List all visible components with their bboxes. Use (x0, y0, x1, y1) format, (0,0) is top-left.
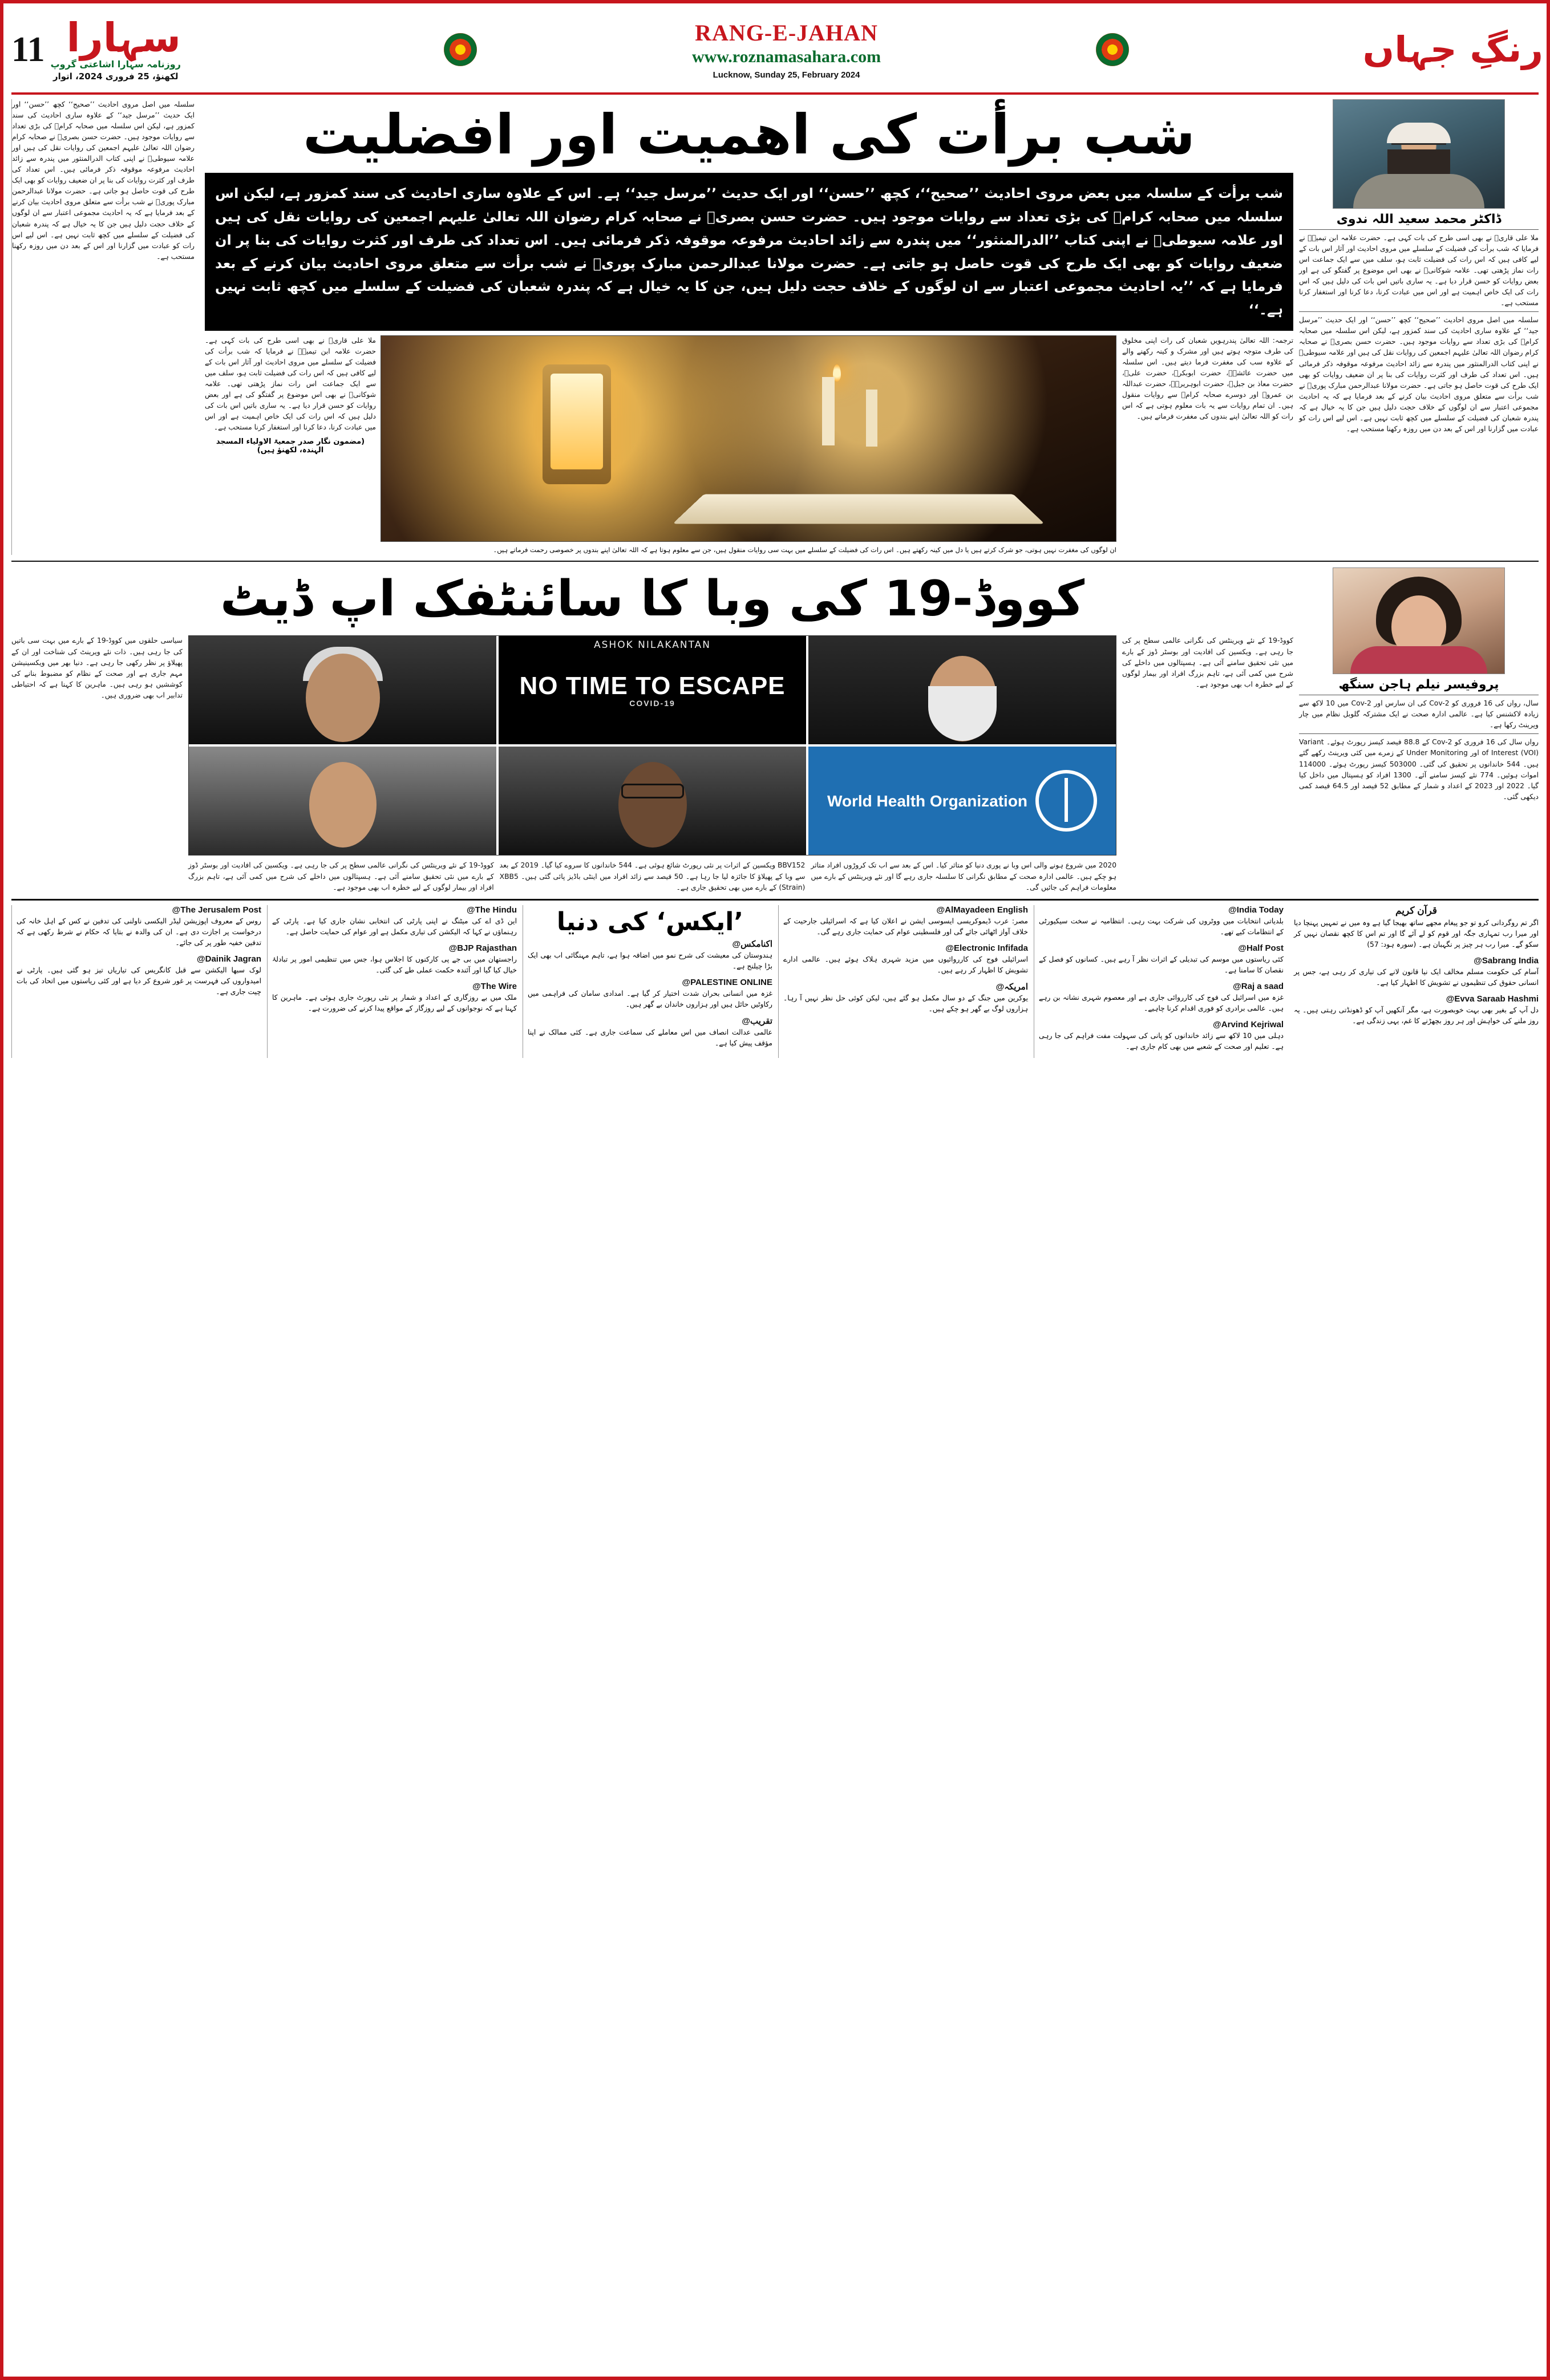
x-post[interactable] (1039, 982, 1284, 1014)
rosette-ornament-icon-2 (444, 33, 477, 66)
x-handle[interactable]: @Electronic Infifada (945, 943, 1028, 953)
x-post[interactable] (1039, 905, 1284, 938)
x-handle[interactable]: @اکنامکس (732, 939, 772, 949)
quran-verse-text: اگر تم روگردانی کرو تو جو پیغام مجھے ساتھ بھیجا گیا ہے وہ میں نے تمہیں پہنچا دیا اور میرا رب تمہاری جگہ اور قوم کو لے آئے گا اور تم اس کا کچھ نقصان نہیں کر سکو گے۔ میرا رب ہر چیز پر نگہبان ہے۔ (سورہ ہود: 57) (1294, 918, 1539, 948)
x-post[interactable] (528, 939, 772, 972)
sahara-logo-urdu: سہارا (66, 14, 181, 61)
x-column-1 (11, 905, 261, 1058)
article2-stats-text: رواں سال کی 16 فروری کو Cov-2 کے 88.8 فیصد کیسز رپورٹ ہوئے۔ Variant of Interest (VOI) اور Under Monitoring کے زمرے میں کئی ویرینٹ رکھے گئے ہیں۔ 544 خاندانوں پر تحقیق کی گئی۔ 503000 کیسز رپورٹ ہوئے۔ 114000 اموات ہوئیں۔ 774 نئے کیسز سامنے آئے۔ 1300 افراد کو ہسپتال میں داخل کیا گیا۔ 2022 اور 2023 کے اعداد و شمار کے مطابق 52 فیصد اور 64.5 فیصد کمی دیکھی گئی۔ (1299, 738, 1539, 801)
book-subtitle: COVID-19 (629, 699, 675, 708)
x-post[interactable] (1039, 943, 1284, 976)
quran-heading: قرآن کریم (1395, 905, 1437, 916)
article2-col-e-text: کووڈ-19 کے نئے ویرینٹس کی نگرانی عالمی سطح پر کی جا رہی ہے۔ ویکسین کی افادیت اور بوسٹر ڈوز کے بارے میں نئی تحقیق سامنے آئی ہے۔ ہسپتالوں میں داخلے کی شرح میں کمی آئی ہے، تاہم بزرگ افراد اور بیمار لوگوں کے لیے خطرہ اب بھی موجود ہے۔ (1122, 636, 1293, 688)
social-media-section (11, 899, 1539, 1058)
x-post-text: غزہ میں انسانی بحران شدت اختیار کر گیا ہے۔ امدادی سامان کی فراہمی میں رکاوٹیں حائل ہیں اور ہزاروں خاندان بے گھر ہیں۔ (528, 989, 772, 1008)
rosette-ornament-icon (1096, 33, 1129, 66)
x-handle[interactable]: @The Hindu (467, 905, 517, 915)
article1-author-name: ڈاکٹر محمد سعید اللہ ندوی (1336, 212, 1502, 226)
x-handle[interactable]: @تقریب (742, 1016, 772, 1026)
article1-headline: شب برأت کی اهمیت اور افضلیت (302, 103, 1196, 167)
photo-scientist-woman (189, 747, 496, 855)
article1-right-text-2: سلسلہ میں اصل مروی احادیث ’’صحیح‘‘ کچھ ’’حسن‘‘ اور ایک حدیث ’’مرسل جید‘‘ کے علاوہ ساری احادیث کی سند کمزور ہے، لیکن اس سلسلہ میں صحابہ کرامؓ کی بڑی تعداد سے روایات موجود ہیں۔ حضرت حسن بصریؒ نے صحابہ کرام رضوان اللہ تعالیٰ علیہم اجمعین کی روایات نقل کی ہیں اور علامہ سیوطیؒ نے اپنی کتاب الدرالمنثور میں پندرہ سے زائد احادیث مرفوعہ موقوفہ ذکر فرمائی ہیں۔ اس تعداد کی طرف اور کثرت روایات کی بنا پر ان ضعیف روایات کو بھی ایک طرح کی قوت حاصل ہو جاتی ہے۔ حضرت مولانا عبدالرحمن مبارک پوریؒ نے شب برأت سے متعلق مروی احادیث بیان کرنے کے بعد فرمایا ہے کہ یہ احادیث مجموعی اعتبار سے ان لوگوں کے خلاف حجت دلیل ہیں جن کا یہ خیال ہے کہ پندرہ شعبان کی فضیلت کے سلسلے میں کچھ ثابت نہیں ہے۔ اس لیے اس رات کو عبادت میں گزارنا اور اس کے بعد دن میں روزہ رکھنا مستحب ہے۔ (1299, 316, 1539, 433)
x-column-3 (523, 905, 772, 1058)
x-post[interactable] (17, 954, 261, 998)
article-covid-update (11, 561, 1539, 893)
x-post-text: دل آپ کے بغیر بھی بہت خوبصورت ہے، مگر آنکھیں آپ کو ڈھونڈتی رہتی ہیں۔ یہ روز ملنے کی خواہش اور ہر روز بچھڑنے کا غم، یہی زندگی ہے۔ (1294, 1005, 1539, 1025)
article2-headline: کووڈ-19 کی وبا کا سائنٹفک اپ ڈیٹ (220, 570, 1084, 628)
x-columns (11, 905, 1539, 1058)
x-handle[interactable]: @The Jerusalem Post (172, 905, 261, 915)
x-post[interactable] (1039, 1020, 1284, 1052)
article2-col-a-text: سیاسی حلقوں میں کووڈ-19 کے بارے میں بہت سی باتیں کی جا رہی ہیں۔ ذات نئے ویرینٹ کی شناخت اور ان کے پھیلاؤ پر نظر رکھی جا رہی ہے۔ دنیا بھر میں ویکسینیشن مہم جاری ہے اور صحت کے نظام کو مضبوط بنانے کی کوششیں ہو رہی ہیں۔ ماہرین کا کہنا ہے کہ احتیاطی تدابیر اب بھی ضروری ہیں۔ (11, 636, 183, 699)
photo-book-cover (499, 636, 806, 744)
x-column-5 (1034, 905, 1284, 1058)
website-url[interactable]: www.roznamasahara.com (691, 47, 881, 66)
author2-photo (1333, 567, 1505, 674)
photo-official-portrait (189, 636, 496, 744)
article-shab-e-barat (11, 99, 1539, 555)
book-author-name: ASHOK NILAKANTAN (594, 639, 711, 651)
x-post[interactable] (17, 905, 261, 948)
x-post-text: ملک میں بے روزگاری کے اعداد و شمار پر نئی رپورٹ جاری ہوئی ہے۔ ماہرین کا کہنا ہے کہ نوجوانوں کے لیے روزگار کے مواقع پیدا کرنے کی ضرورت ہے۔ (272, 993, 517, 1012)
x-post-text: کئی ریاستوں میں موسم کی تبدیلی کے اثرات نظر آ رہے ہیں۔ کسانوں کو فصل کے نقصان کا سامنا ہے۔ (1039, 955, 1284, 974)
x-column-6 (1289, 905, 1539, 1058)
article2-author-name: پروفیسر نیلم ہاجن سنگھ (1338, 678, 1499, 692)
rang-e-jahan-logo-urdu: رنگِ جہاں (1362, 29, 1543, 70)
x-handle[interactable]: @Arvind Kejriwal (1213, 1019, 1284, 1029)
x-handle[interactable]: @امریکہ (995, 982, 1028, 992)
article1-author-block (1299, 99, 1539, 555)
masthead-left-brand (11, 9, 331, 90)
x-column-4 (778, 905, 1028, 1058)
x-post[interactable] (783, 943, 1028, 976)
article1-col-2 (205, 335, 376, 555)
article1-side-text: سلسلہ میں اصل مروی احادیث ’’صحیح‘‘ کچھ ’’حسن‘‘ اور ایک حدیث ’’مرسل جید‘‘ کے علاوہ ساری احادیث کی سند کمزور ہے، لیکن اس سلسلہ میں صحابہ کرامؓ کی بڑی تعداد سے روایات موجود ہیں۔ حضرت حسن بصریؒ نے صحابہ کرام رضوان اللہ تعالیٰ علیہم اجمعین کی روایات نقل کی ہیں اور علامہ سیوطیؒ نے اپنی کتاب الدرالمنثور میں پندرہ سے زائد احادیث مرفوعہ موقوفہ ذکر فرمائی ہیں۔ اس تعداد کی طرف اور کثرت روایات کی بنا پر ان ضعیف روایات کو بھی ایک طرح کی قوت حاصل ہو جاتی ہے۔ حضرت مولانا عبدالرحمن مبارک پوریؒ نے شب برأت سے متعلق مروی احادیث بیان کرنے کے بعد فرمایا ہے کہ یہ احادیث مجموعی اعتبار سے ان لوگوں کے خلاف حجت دلیل ہیں جن کا یہ خیال ہے کہ پندرہ شعبان کی فضیلت کے سلسلے میں کچھ ثابت نہیں ہے۔ اس لیے اس رات کو عبادت میں گزارنا اور اس کے بعد دن میں روزہ رکھنا مستحب ہے۔ (12, 100, 195, 261)
article2-col-b-text: کووڈ-19 کے نئے ویرینٹس کی نگرانی عالمی سطح پر کی جا رہی ہے۔ ویکسین کی افادیت اور بوسٹر ڈوز کے بارے میں نئی تحقیق سامنے آئی ہے۔ ہسپتالوں میں داخلے کی شرح میں کمی آئی ہے، تاہم بزرگ افراد اور بیمار لوگوں کے لیے خطرہ اب بھی موجود ہے۔ (188, 861, 494, 891)
x-post[interactable] (783, 982, 1028, 1015)
x-post[interactable] (272, 982, 517, 1014)
x-post[interactable] (272, 905, 517, 938)
x-post-text: این ڈی اے کی میٹنگ نے اپنی پارٹی کی انتخابی نشان جاری کیا ہے۔ پارٹی کے رہنماؤں نے کہا کہ الیکشن کی تیاری مکمل ہے اور عوام کی حمایت حاصل ہے۔ (272, 917, 517, 936)
article1-photo-block (382, 335, 1116, 555)
x-post-text: راجستھان میں بی جے پی کارکنوں کا اجلاس ہوا، جس میں تنظیمی امور پر تبادلۂ خیال کیا گیا اور آئندہ حکمت عملی طے کی گئی۔ (272, 955, 517, 974)
x-post[interactable] (528, 978, 772, 1010)
masthead-center (331, 9, 1242, 90)
x-handle[interactable]: @Raj a saad (1233, 981, 1284, 991)
x-post-text: مصر: عرب ڈیموکریسی ایسوسی ایشن نے اعلان کیا ہے کہ اسرائیلی جارحیت کے خلاف آواز اٹھائی جائے گی اور فلسطینی عوام کی حمایت جاری رہے گی۔ (783, 917, 1028, 936)
x-post[interactable] (528, 1016, 772, 1049)
x-post[interactable] (272, 943, 517, 976)
x-handle[interactable]: @Dainik Jagran (197, 954, 261, 964)
who-label: World Health Organization (827, 792, 1028, 810)
x-post-text: ہندوستان کی معیشت کی شرح نمو میں اضافہ ہوا ہے، تاہم مہنگائی اب بھی ایک بڑا چیلنج ہے۔ (528, 951, 772, 970)
author-photo (1333, 99, 1505, 209)
article2-col-e (1122, 635, 1293, 893)
article1-main (205, 99, 1293, 555)
x-post-text: غزہ میں اسرائیل کی فوج کی کارروائی جاری ہے اور معصوم شہری نشانہ بن رہے ہیں۔ عالمی برادری کو فوری اقدام کرنا چاہیے۔ (1039, 993, 1284, 1012)
x-post-text: اسرائیلی فوج کی کارروائیوں میں مزید شہری ہلاک ہوئے ہیں۔ عالمی ادارے تشویش کا اظہار کر رہے ہیں۔ (783, 955, 1028, 974)
article2-lead-start: سال، رواں کی 16 فروری کو Cov-2 کی ان سارس اور Cov-2 میں 10 لاکھ سے زیادہ لاکشنس کیا ہے۔ عالمی ادارہ صحت نے ایک مشترکہ گلوبل نظام میں چار ویرینٹ رکھا ہے۔ (1299, 699, 1539, 729)
x-post[interactable] (1294, 994, 1539, 1027)
edition-date-line: لکھنؤ، 25 فروری 2024، اتوار (52, 71, 179, 82)
photo-pm-modi (808, 636, 1116, 744)
x-post[interactable] (1294, 956, 1539, 988)
photo-who-logo (808, 747, 1116, 855)
article1-right-text: ملا علی قاریؒ نے بھی اسی طرح کی بات کہی ہے۔ حضرت علامہ ابن تیمیہؒ نے فرمایا کہ شب برأت کی فضیلت کے سلسلے میں مروی احادیث اور آثار اس بات کے لیے کافی ہیں کہ اس رات کی فضیلت ثابت ہو، سلف میں سے ایک جماعت اس رات نماز پڑھتی تھی۔ علامہ شوکانیؒ نے بھی اس موضوع پر گفتگو کی ہے اور بعض روایات کو حسن قرار دیا ہے۔ یہ ساری باتیں اس بات کی دلیل ہیں کہ اس رات کی ایک خاص اہمیت ہے اور اس میں عبادت کرنا، دعا کرنا اور استغفار کرنا مستحب ہے۔ (1299, 234, 1539, 307)
x-handle[interactable]: @The Wire (472, 981, 517, 991)
article2-col-c-text: BBV152 ویکسین کے اثرات پر نئی رپورٹ شائع ہوئی ہے۔ 544 خاندانوں کا سروے کیا گیا۔ 2019 کے بعد سے وبا کے پھیلاؤ کا جائزہ لیا جا رہا ہے۔ 50 فیصد سے زائد افراد میں اینٹی باڈیز پائی گئی ہیں۔ XBB5 (Strain) کے بارے میں بھی تحقیق جاری ہے۔ (499, 861, 806, 891)
article2-author-block (1299, 567, 1539, 893)
article1-lead-paragraph: شب برأت کے سلسلہ میں بعض مروی احادیث ’’صحیح‘‘، کچھ ’’حسن‘‘ اور ایک حدیث ’’مرسل جید‘‘ ہے۔ اس کے علاوہ ساری احادیث کی سند کمزور ہے، لیکن اس سلسلہ میں صحابہ کرامؓ کی بڑی تعداد سے روایات موجود ہیں۔ حضرت حسن بصریؒ نے صحابہ کرام رضوان اللہ تعالیٰ علیہم اجمعین کی روایات نقل کی ہیں اور علامہ سیوطیؒ نے اپنی کتاب ’’الدرالمنثور‘‘ میں پندرہ سے زائد احادیث مرفوعہ موقوفہ ذکر فرمائی ہیں۔ اس تعداد کی طرف اور کثرت روایات کی بنا پر ان ضعیف روایات کو بھی ایک طرح کی قوت حاصل ہو جاتی ہے۔ حضرت مولانا عبدالرحمن مبارک پوریؒ نے شب برأت سے متعلق مروی احادیث بیان کرنے کے بعد فرمایا ہے کہ ’’یہ احادیث مجموعی اعتبار سے ان لوگوں کے خلاف حجت دلیل ہیں، جن کا یہ خیال ہے کہ پندرہ شعبان کی فضیلت کے سلسلے میں کچھ ثابت نہیں ہے۔‘‘ (205, 173, 1293, 331)
x-handle[interactable]: @BJP Rajasthan (448, 943, 517, 953)
article1-lower-block (205, 335, 1293, 555)
x-post-text: عالمی عدالت انصاف میں اس معاملے کی سماعت جاری ہے۔ کئی ممالک نے اپنا مؤقف پیش کیا ہے۔ (528, 1028, 772, 1047)
article1-photo-caption: ان لوگوں کی مغفرت نہیں ہوتی، جو شرک کرتے ہیں یا دل میں کینہ رکھتے ہیں۔ اس رات کی فضیلت کے سلسلے میں بہت سی روایات منقول ہیں، جن سے معلوم ہوتا ہے کہ اللہ تعالیٰ اپنے بندوں پر خصوصی رحمت فرماتے ہیں۔ (493, 546, 1116, 554)
masthead-right-brand (1242, 9, 1543, 90)
sahara-logo-subtitle: روزنامہ سہارا اشاعتی گروپ (50, 59, 181, 70)
article1-signature: (مضمون نگار صدر جمعیۃ الاولیاء المسجد الہندہ، لکھنؤ ہیں) (216, 437, 365, 455)
x-handle[interactable]: @Sabrang India (1474, 955, 1539, 966)
x-handle[interactable]: @India Today (1228, 905, 1284, 915)
x-post-text: روس کے معروف اپوزیشن لیڈر الیکسی ناولنی کی تدفین نے کس کے اہل خانہ کی درخواست پر اجازت دی ہے۔ ان کی والدہ نے بتایا کہ حکام نے شرط رکھی ہے کہ تدفین خفیہ طور پر کی جائے۔ (17, 917, 261, 947)
photo-who-director (499, 747, 806, 855)
x-handle[interactable]: @PALESTINE ONLINE (682, 977, 772, 987)
article2-main (11, 567, 1293, 893)
x-post-text: دہلی میں 10 لاکھ سے زائد خاندانوں کو پانی کی سہولت مفت فراہم کی جا رہی ہے۔ تعلیم اور صحت کے شعبے میں بھی کام جاری ہے۔ (1039, 1031, 1284, 1051)
x-handle[interactable]: @Half Post (1238, 943, 1284, 953)
quran-verse-block (1294, 905, 1539, 950)
x-post-text: آسام کی حکومت مسلم مخالف ایک نیا قانون لانے کی تیاری کر رہی ہے، جس پر انسانی حقوق کی تنظیموں نے تشویش کا اظہار کیا ہے۔ (1294, 967, 1539, 987)
article1-col2-text: ملا علی قاریؒ نے بھی اسی طرح کی بات کہی ہے۔ حضرت علامہ ابن تیمیہؒ نے فرمایا کہ شب برأت کی فضیلت کے سلسلے میں مروی احادیث اور آثار اس بات کے لیے کافی ہیں کہ اس رات کی فضیلت ثابت ہو، سلف میں سے ایک جماعت اس رات نماز پڑھتی تھی۔ علامہ شوکانیؒ نے بھی اس موضوع پر گفتگو کی ہے اور بعض روایات کو حسن قرار دیا ہے۔ یہ ساری باتیں اس بات کی دلیل ہیں کہ اس رات کی ایک خاص اہمیت ہے اور اس میں عبادت کرنا، دعا کرنا اور استغفار کرنا مستحب ہے۔ (205, 336, 376, 432)
article1-col3-text: ترجمہ: اللہ تعالیٰ پندرہویں شعبان کی رات اپنی مخلوق کی طرف متوجہ ہوتے ہیں اور مشرک و کینہ رکھنے والے کے علاوہ سب کی مغفرت فرما دیتے ہیں۔ اس سلسلہ میں حضرت عائشہؓ، حضرت ابوبکرؓ، حضرت علیؓ، حضرت معاذ بن جبلؓ، حضرت ابوہریرہؓ، حضرت عبداللہ بن عمروؓ اور دوسرے صحابہ کرامؓ سے روایات منقول ہیں۔ ان تمام روایات سے یہ بات معلوم ہوتی ہے کہ اس رات کو اللہ تعالیٰ اپنے بندوں کی مغفرت فرماتے ہیں۔ (1122, 336, 1293, 421)
who-emblem-icon (1035, 770, 1097, 832)
book-title: NO TIME TO ESCAPE (519, 672, 786, 700)
article2-col-d-text: 2020 میں شروع ہونے والی اس وبا نے پوری دنیا کو متاثر کیا۔ اس کے بعد سے اب تک کروڑوں افراد متاثر ہو چکے ہیں۔ عالمی ادارہ صحت کے مطابق نگرانی کا سلسلہ جاری رہے گا اور نئے ویرینٹس کے بارے میں معلومات فراہم کی جائیں گی۔ (811, 861, 1117, 891)
x-post-text: لوک سبھا الیکشن سے قبل کانگریس کی تیاریاں تیز ہو گئی ہیں۔ پارٹی نے امیدواروں کی فہرست پر غور شروع کر دیا ہے اور کئی ریاستوں میں اتحاد کی بات چیت جاری ہے۔ (17, 966, 261, 996)
rang-e-jahan-title: RANG-E-JAHAN (695, 20, 878, 46)
article1-photo-lantern (381, 335, 1116, 542)
issue-date: Lucknow, Sunday 25, February 2024 (713, 70, 860, 80)
x-column-2 (267, 905, 517, 1058)
x-handle[interactable]: @Evva Saraab Hashmi (1446, 994, 1539, 1004)
x-post-text: بلدیاتی انتخابات میں ووٹروں کی شرکت بہت رہی۔ انتظامیہ نے سخت سیکیورٹی کے انتظامات کیے تھے۔ (1039, 917, 1284, 936)
article1-side-column (11, 99, 199, 555)
x-handle[interactable]: @AlMayadeen English (936, 905, 1028, 915)
article2-col-a (11, 635, 183, 893)
x-post[interactable] (783, 905, 1028, 938)
page-number: 11 (11, 30, 45, 69)
article1-col-3 (1122, 335, 1293, 555)
masthead (11, 9, 1543, 95)
x-section-title: ’ایکس‘ کی دنیا (556, 907, 744, 936)
article2-photo-grid (188, 635, 1116, 855)
x-post-text: یوکرین میں جنگ کے دو سال مکمل ہو گئے ہیں، لیکن کوئی حل نظر نہیں آ رہا۔ ہزاروں لوگ بے گھر ہو چکے ہیں۔ (783, 994, 1028, 1013)
article2-photo-block (188, 635, 1116, 893)
